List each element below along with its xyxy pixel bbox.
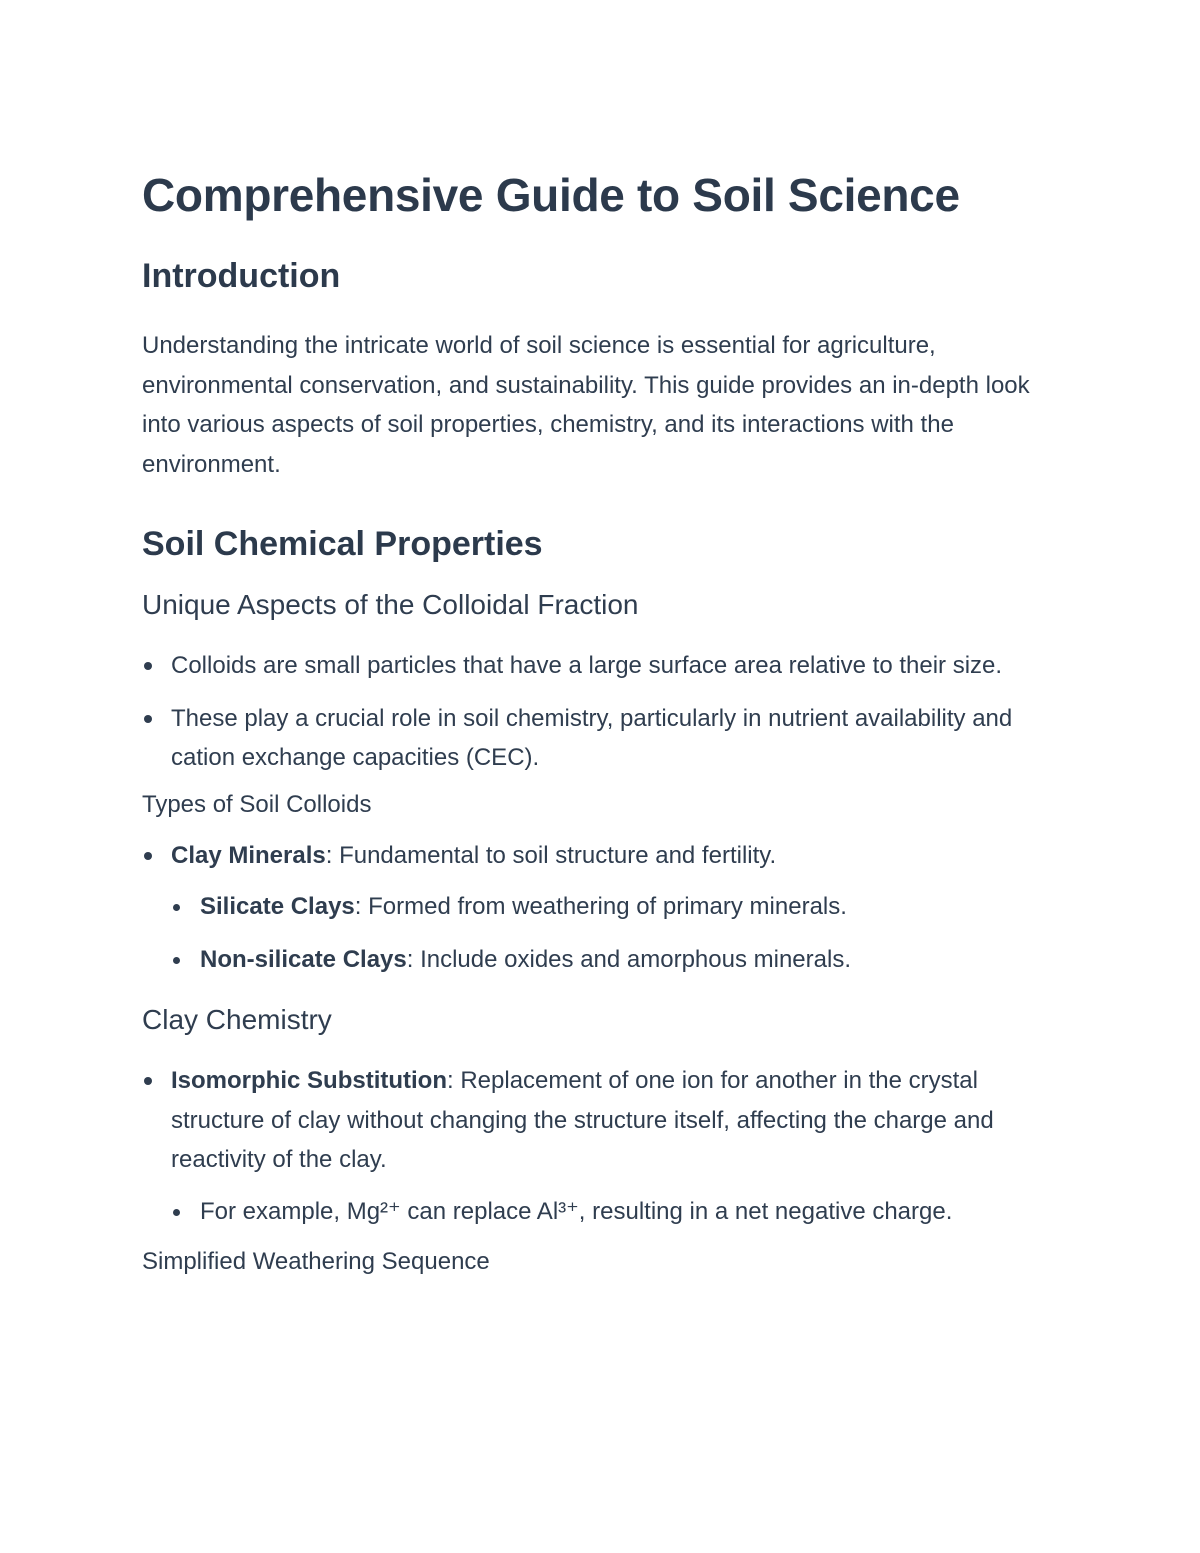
document-content [142, 166, 1052, 1279]
list-item [142, 699, 1052, 778]
list-item-text: These play a crucial role in soil chemistry, particularly in nutrient availability and cation exchange capacities (CEC). [171, 704, 1013, 771]
weathering-sequence-heading: Simplified Weathering Sequence [142, 1248, 490, 1275]
bullet-icon [173, 1209, 180, 1216]
list-item [142, 836, 1052, 980]
isomorphic-substitution-description: : Replacement of one ion for another in the crystal structure of clay without changing the structure itself, affecting the charge and reactivity of the clay. [171, 1067, 994, 1173]
clay-chemistry-heading: Clay Chemistry [142, 1004, 332, 1035]
colloidal-fraction-list [142, 646, 1052, 778]
bullet-icon [144, 852, 152, 860]
introduction-paragraph: Understanding the intricate world of soil science is essential for agriculture, environmental conservation, and sustainability. This guide provides an in-depth look into various aspects of soil properties, chemistry, and its interactions with the environment. [142, 332, 1030, 478]
soil-chemical-properties-heading: Soil Chemical Properties [142, 525, 543, 563]
list-item [171, 940, 1052, 980]
list-item [171, 1192, 1052, 1232]
clay-minerals-description: : Fundamental to soil structure and fertility. [325, 841, 777, 869]
list-item [142, 646, 1052, 686]
clay-chemistry-list [142, 1061, 1052, 1231]
list-item [171, 887, 1052, 927]
bullet-icon [173, 904, 180, 911]
bullet-icon [144, 1077, 152, 1085]
silicate-clays-description: : Formed from weathering of primary minerals. [354, 893, 847, 920]
colloidal-fraction-heading: Unique Aspects of the Colloidal Fraction [142, 589, 639, 620]
introduction-heading: Introduction [142, 257, 341, 295]
clay-subtypes-list [171, 887, 1052, 979]
bullet-icon [144, 715, 152, 723]
term-non-silicate-clays: Non-silicate Clays [200, 945, 407, 973]
list-item-text: Colloids are small particles that have a large surface area relative to their size. [171, 652, 1003, 679]
non-silicate-clays-description: : Include oxides and amorphous minerals. [406, 945, 851, 973]
isomorphic-example-list [171, 1192, 1052, 1232]
term-silicate-clays: Silicate Clays [200, 893, 355, 920]
example-text: For example, Mg²⁺ can replace Al³⁺, resulting in a net negative charge. [200, 1197, 953, 1225]
bullet-icon [144, 662, 152, 670]
term-isomorphic-substitution: Isomorphic Substitution [171, 1067, 447, 1094]
bullet-icon [173, 957, 180, 964]
list-item [142, 1061, 1052, 1231]
types-of-colloids-heading: Types of Soil Colloids [142, 790, 372, 818]
document-title: Comprehensive Guide to Soil Science [142, 169, 960, 221]
colloid-types-list [142, 836, 1052, 980]
term-clay-minerals: Clay Minerals [171, 841, 326, 869]
